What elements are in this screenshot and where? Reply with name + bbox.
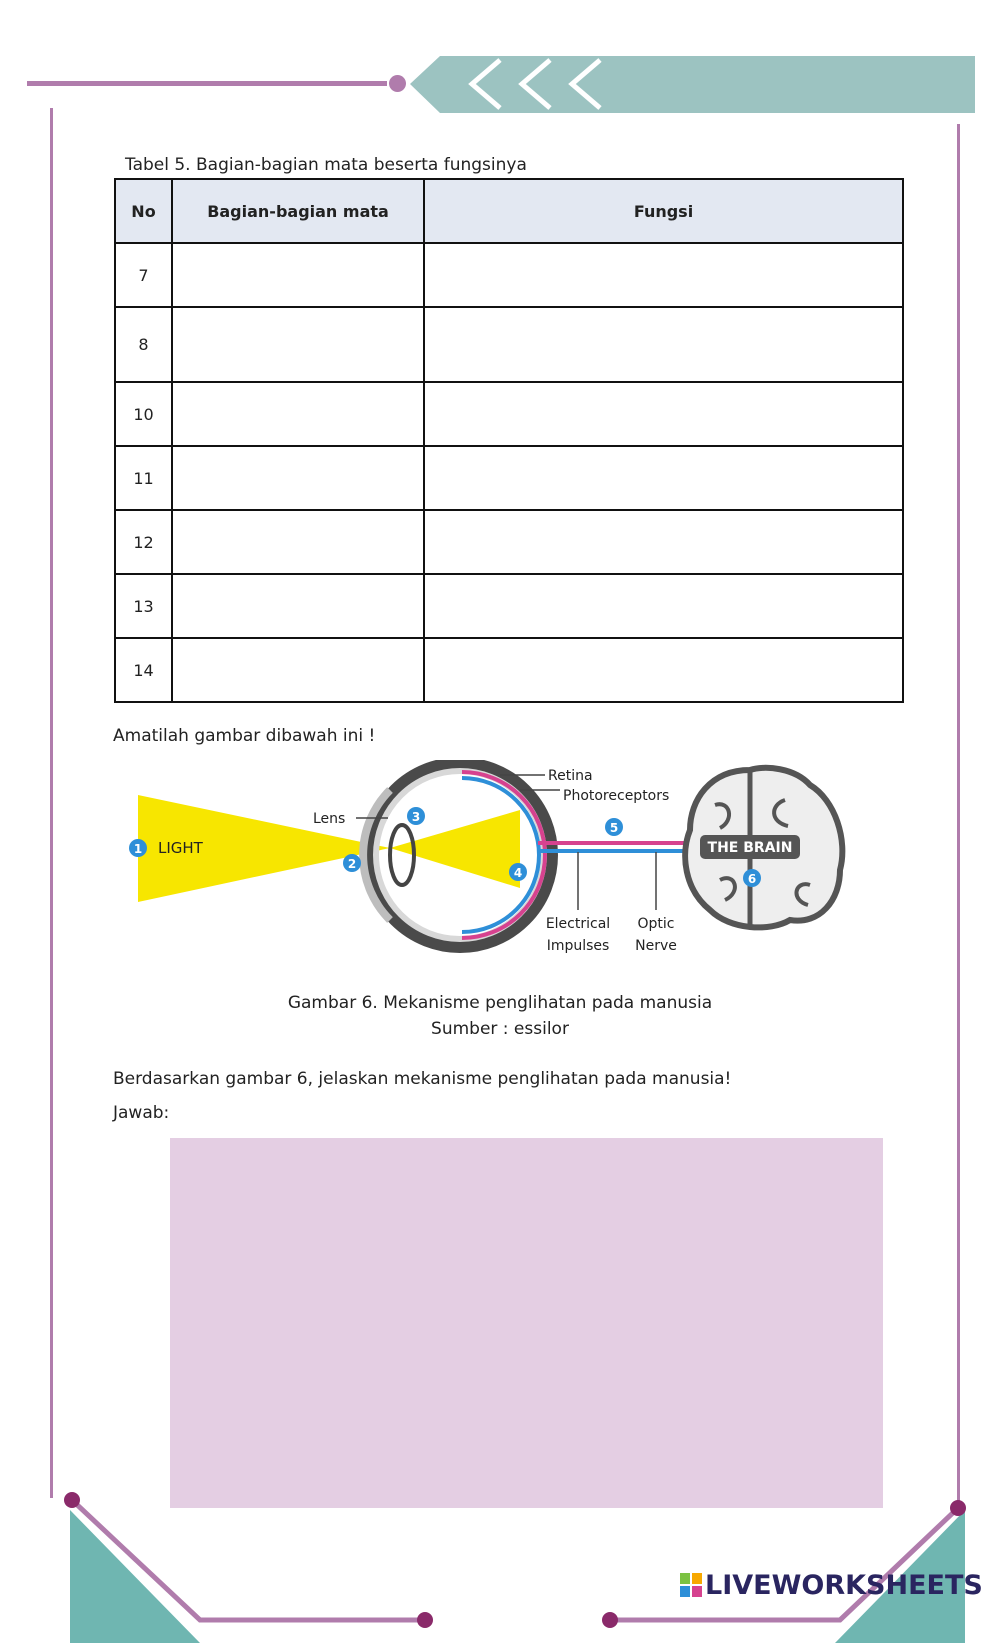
header-no: No bbox=[115, 179, 172, 243]
svg-text:1: 1 bbox=[133, 842, 143, 856]
marker-5 bbox=[605, 818, 623, 836]
table-row bbox=[115, 510, 903, 574]
part-cell[interactable] bbox=[172, 307, 424, 382]
table-row bbox=[115, 307, 903, 382]
function-cell[interactable] bbox=[424, 446, 903, 510]
table-row bbox=[115, 574, 903, 638]
vision-mechanism-figure bbox=[120, 760, 860, 1000]
table-row bbox=[115, 446, 903, 510]
electrical-label: Electrical bbox=[545, 916, 611, 932]
marker-1 bbox=[129, 839, 147, 857]
row-number: 10 bbox=[115, 382, 172, 446]
function-cell[interactable] bbox=[424, 510, 903, 574]
part-cell[interactable] bbox=[172, 638, 424, 702]
eye-parts-table bbox=[114, 178, 904, 703]
part-cell[interactable] bbox=[172, 574, 424, 638]
svg-text:3: 3 bbox=[411, 810, 421, 824]
row-number: 14 bbox=[115, 638, 172, 702]
impulses-label: Impulses bbox=[546, 938, 610, 954]
function-cell[interactable] bbox=[424, 574, 903, 638]
function-cell[interactable] bbox=[424, 243, 903, 307]
function-cell[interactable] bbox=[424, 638, 903, 702]
header-function: Fungsi bbox=[424, 179, 903, 243]
header-dot bbox=[389, 75, 406, 92]
photoreceptors-label: Photoreceptors bbox=[563, 788, 670, 804]
lens-icon bbox=[390, 825, 414, 885]
svg-text:5: 5 bbox=[609, 821, 619, 835]
retina-label: Retina bbox=[548, 768, 593, 784]
svg-text:2: 2 bbox=[347, 857, 357, 871]
marker-3 bbox=[407, 807, 425, 825]
figure-caption: Gambar 6. Mekanisme penglihatan pada manusia bbox=[287, 993, 713, 1013]
table-caption: Tabel 5. Bagian-bagian mata beserta fungsinya bbox=[125, 155, 527, 175]
question-text: Berdasarkan gambar 6, jelaskan mekanisme penglihatan pada manusia! bbox=[113, 1069, 732, 1089]
left-border-line bbox=[50, 108, 53, 1498]
optic-nerve-pink bbox=[538, 841, 688, 845]
function-cell[interactable] bbox=[424, 307, 903, 382]
svg-text:6: 6 bbox=[747, 872, 757, 886]
row-number: 8 bbox=[115, 307, 172, 382]
header-line bbox=[27, 81, 387, 86]
marker-2 bbox=[343, 854, 361, 872]
brain-label: THE BRAIN bbox=[707, 840, 793, 856]
table-row bbox=[115, 638, 903, 702]
optic-label: Optic bbox=[637, 916, 675, 932]
lens-label: Lens bbox=[313, 811, 346, 827]
table-row bbox=[115, 243, 903, 307]
part-cell[interactable] bbox=[172, 382, 424, 446]
row-number: 11 bbox=[115, 446, 172, 510]
figure-source: Sumber : essilor bbox=[431, 1019, 569, 1039]
part-cell[interactable] bbox=[172, 243, 424, 307]
header-part: Bagian-bagian mata bbox=[172, 179, 424, 243]
footer-decoration bbox=[0, 1470, 1000, 1643]
table-row bbox=[115, 382, 903, 446]
row-number: 13 bbox=[115, 574, 172, 638]
brain-icon bbox=[685, 768, 842, 928]
row-number: 7 bbox=[115, 243, 172, 307]
part-cell[interactable] bbox=[172, 446, 424, 510]
table-header-row bbox=[115, 179, 903, 243]
answer-label: Jawab: bbox=[113, 1103, 170, 1123]
function-cell[interactable] bbox=[424, 382, 903, 446]
header-chevron-band bbox=[410, 56, 975, 116]
row-number: 12 bbox=[115, 510, 172, 574]
right-border-line bbox=[957, 124, 960, 1504]
liveworksheets-mark-icon bbox=[680, 1573, 702, 1597]
brand-text: LIVEWORKSHEETS bbox=[705, 1570, 983, 1601]
marker-4 bbox=[509, 863, 527, 881]
part-cell[interactable] bbox=[172, 510, 424, 574]
answer-input[interactable] bbox=[170, 1138, 883, 1508]
nerve-label: Nerve bbox=[635, 938, 677, 954]
optic-nerve-blue bbox=[538, 849, 688, 853]
marker-6 bbox=[743, 869, 761, 887]
light-label: LIGHT bbox=[158, 839, 203, 857]
svg-text:4: 4 bbox=[513, 866, 523, 880]
liveworksheets-logo bbox=[680, 1570, 983, 1601]
instruction-text: Amatilah gambar dibawah ini ! bbox=[113, 726, 376, 746]
